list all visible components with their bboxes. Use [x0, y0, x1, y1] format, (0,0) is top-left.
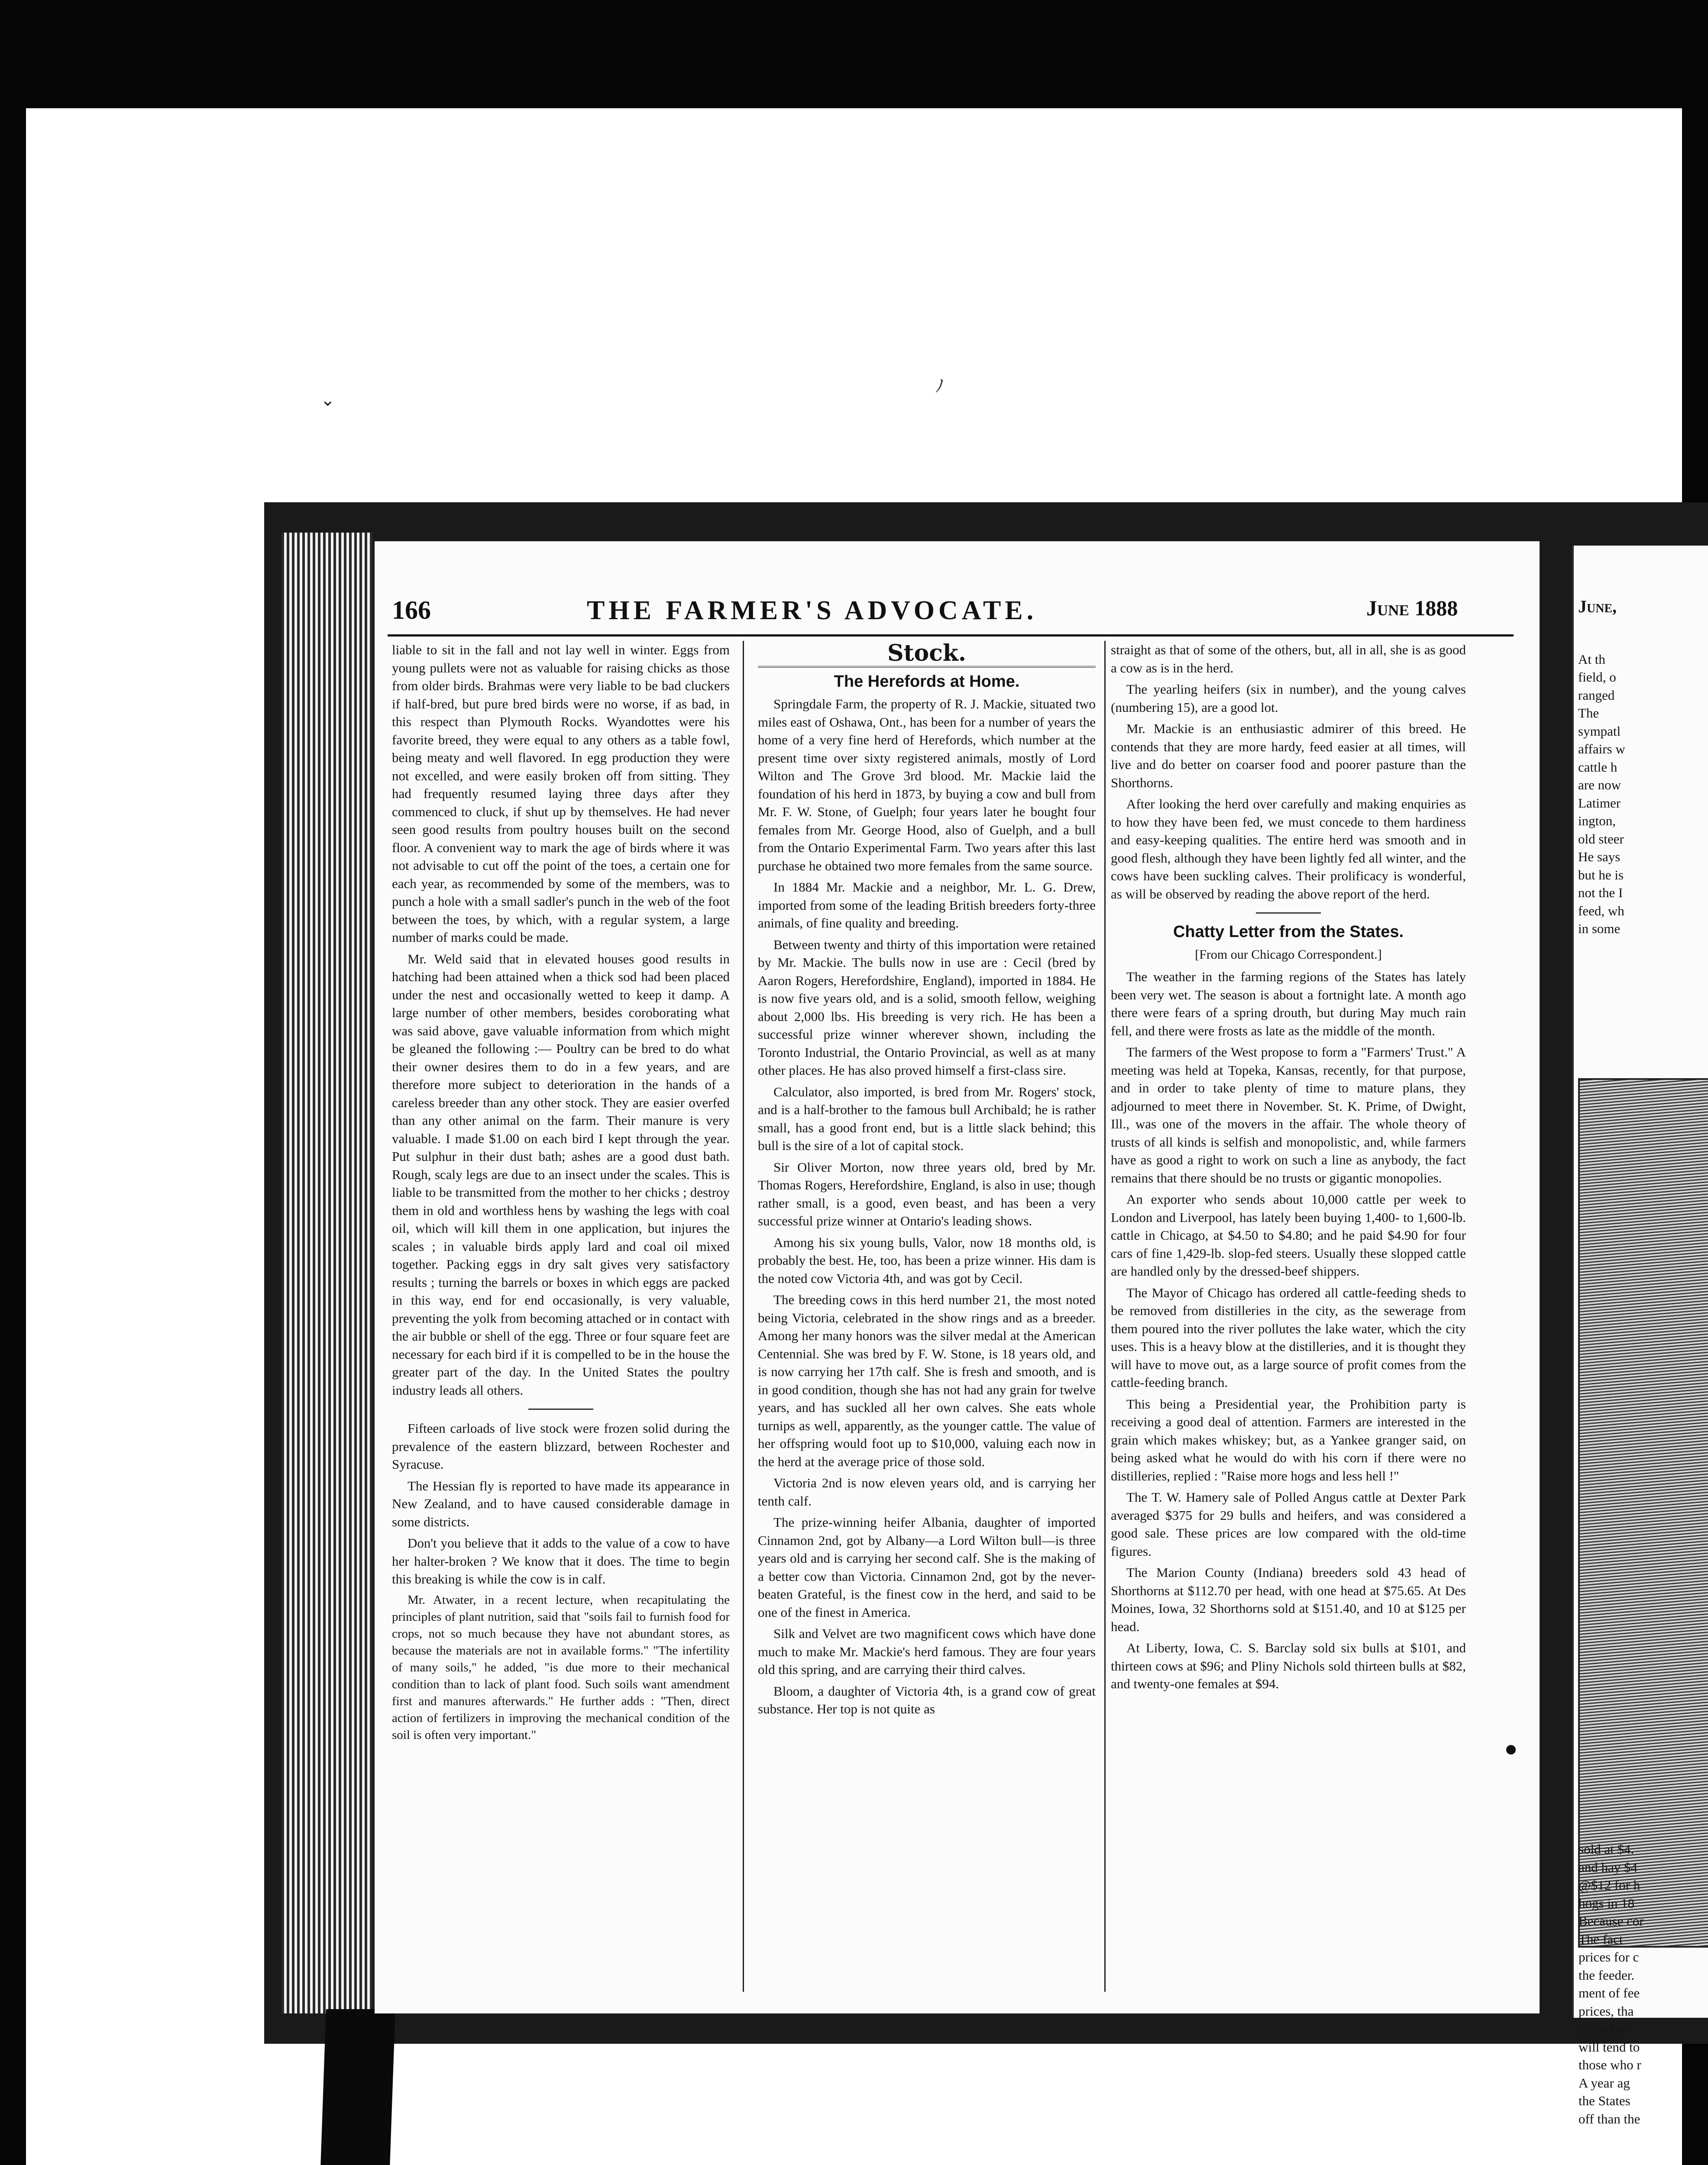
text-line: ranged	[1578, 687, 1615, 703]
text-line: The	[1578, 705, 1599, 721]
paragraph: Springdale Farm, the property of R. J. Mackie, situated two miles east of Oshawa, Ont., has been for a number of years the home of a very fine herd of Herefords, which number at the present time over sixty registered animals, mostly of Lord Wilton and The Grove 3rd blood. Mr. Mackie laid the foundation of his herd in 1873, by buying a cow and bull from Mr. F. W. Stone, of Guelph; four years later he bought four females from Mr. George Hood, also of Guelph, and a bull from the Ontario Experimental Farm. Two years after this last purchase he obtained two more females from the same source.	[758, 696, 1096, 873]
page-number: 166	[392, 596, 431, 624]
paragraph: The T. W. Hamery sale of Polled Angus cattle at Dexter Park averaged $375 for 29 bulls and heifers, and was considered a good sale. These prices are low compared with the old-time figures.	[1111, 1490, 1466, 1559]
note-paragraph: Don't you believe that it adds to the value of a cow to have her halter-broken ? We know that it does. The time to begin this breaking is while the cow is in calf.	[392, 1535, 730, 1587]
paragraph: Silk and Velvet are two magnificent cows which have done much to make Mr. Mackie's herd famous. They are four years old this spring, and are carrying their third calves.	[758, 1626, 1096, 1677]
text-line: ington,	[1578, 813, 1616, 828]
text-line: feed, wh	[1578, 903, 1624, 918]
facing-page-fragment	[1572, 546, 1708, 2018]
text-line: are now	[1578, 777, 1621, 792]
article-subtitle: [From our Chicago Correspondent.]	[1195, 947, 1382, 962]
text-line: and hay $4	[1579, 1859, 1638, 1875]
text-line: He says	[1578, 849, 1621, 864]
paragraph: The Mayor of Chicago has ordered all cattle-feeding sheds to be removed from distilleries in the city, as the sewerage from them poured into the river pollutes the lake water, which the city uses. This is a heavy blow at the distilleries, and it is thought they will have to move out, as a large source of profit comes from the cattle-feeding branch.	[1111, 1285, 1466, 1390]
article-title: The Herefords at Home.	[834, 672, 1020, 691]
text-line: will tend to	[1579, 2039, 1640, 2055]
paragraph: Between twenty and thirty of this importation were retained by Mr. Mackie. The bulls now in use are : Cecil (bred by Aaron Rogers, Herefordshire, England), imported in 1884. He is now five years old, and is a solid, smooth fellow, weighing about 2,000 lbs. His breeding is very rich. He has been a successful prize winner wherever shown, including the Toronto Industrial, the Ontario Provincial, as well as at many other places. He has also proved himself a first-class sire.	[758, 937, 1096, 1078]
journal-title: THE FARMER'S ADVOCATE.	[587, 596, 1038, 625]
text-line: the feeder.	[1579, 1967, 1635, 1983]
paragraph: An exporter who sends about 10,000 cattle per week to London and Liverpool, has lately been buying 1,400- to 1,600-lb. cattle in Chicago, at $4.50 to $4.80; and he paid $4.90 for four cars of fine 1,429-lb. slop-fed steers. Usually these slopped cattle are handled only by the dressed-beef shippers.	[1111, 1192, 1466, 1279]
issue-date: June 1888	[1366, 596, 1458, 620]
scan-speck: ⌄	[320, 390, 335, 410]
note-paragraph: The Hessian fly is reported to have made its appearance in New Zealand, and to have caused considerable damage in some districts.	[392, 1478, 730, 1529]
text-line: hogs in 18	[1579, 1895, 1635, 1911]
paragraph: Calculator, also imported, is bred from Mr. Rogers' stock, and is a half-brother to the famous bull Archibald; he is rather small, has a good front end, but is a little slack behind; this bull is the sire of a lot of capital stock.	[758, 1084, 1096, 1153]
column-rule	[1104, 641, 1106, 1992]
paragraph: Among his six young bulls, Valor, now 18 months old, is probably the best. He, too, has been a prize winner. His dam is the noted cow Victoria 4th, and was got by Cecil.	[758, 1234, 1096, 1286]
paragraph: After looking the herd over carefully and making enquiries as to how they have been fed, we must concede to them hardiness and easy-keeping qualities. The entire herd was smooth and in good flesh, although they have been lightly fed all winter, and the cows have been suckling calves. Their prolificacy is wonderful, as will be observed by reading the above report of the herd.	[1111, 796, 1466, 902]
paragraph: The breeding cows in this herd number 21, the most noted being Victoria, celebrated in the show rings and as a breeder. Among her many honors was the silver medal at the American Centennial. She was bred by F. W. Stone, is 18 years old, and is now carrying her 17th calf. She is fresh and smooth, and is in good condition, though she has not had any grain for twelve years, and has suckled all her own calves. She eats whole turnips as well, apparently, as the younger cattle. The value of her offspring would foot up to $10,000, valuing each now in the herd at the average price of those sold.	[758, 1292, 1096, 1469]
scan-dot	[1506, 1745, 1516, 1755]
text-line: prices for c	[1579, 1949, 1639, 1965]
column-rule	[743, 641, 744, 1992]
text-line: those who r	[1579, 2057, 1641, 2072]
column-1	[392, 641, 730, 1747]
column-3	[1111, 641, 1466, 1696]
paragraph: Victoria 2nd is now eleven years old, and is carrying her tenth calf.	[758, 1475, 1096, 1509]
paragraph: liable to sit in the fall and not lay well in winter. Eggs from young pullets were not as valuable for raising chicks as those from older birds. Brahmas were very liable to be bad cluckers if half-bred, but pure bred birds were no worse, if as bad, in this respect than Plymouth Rocks. Wyandottes were his favorite breed, they were equal to any others as a table fowl, being meaty and well flavored. In egg production they were not excelled, and were easily broken off from sitting. They had frequently resumed laying three days after they commenced to cluck, if shut up by themselves. He had never seen good results from poultry houses built on the second floor. A convenient way to mark the age of birds where it was not advisable to cut off the point of the toes, a certain one for each year, as recommended by some of the members, was to punch a hole with a small sadler's punch in the web of the foot between the toes, by which, with a regular system, a large number of marks could be made.	[392, 642, 730, 945]
text-line: Because cor	[1579, 1913, 1644, 1929]
text-line: not the I	[1578, 885, 1623, 900]
paragraph: The weather in the farming regions of the States has lately been very wet. The season is about a fortnight late. A month ago there were fears of a spring drouth, but during May much rain fell, and there were frosts as late as the middle of the month.	[1111, 969, 1466, 1038]
text-line: affairs w	[1578, 741, 1625, 756]
section-separator	[1256, 912, 1321, 914]
text-line: cattle h	[1578, 759, 1617, 775]
text-line: solved to	[1579, 2021, 1627, 2036]
paragraph: Mr. Mackie is an enthusiastic admirer of this breed. He contends that they are more hardy, feed easier at all times, will live and do better on coarser food and poorer pasture than the Shorthorns.	[1111, 721, 1466, 790]
text-line: A year ag	[1579, 2075, 1630, 2091]
book-page-edges	[281, 533, 372, 2013]
text-line: @$12 for h	[1579, 1877, 1640, 1893]
note-paragraph: Fifteen carloads of live stock were frozen solid during the prevalence of the eastern blizzard, between Rochester and Syracuse.	[392, 1421, 730, 1472]
paragraph: The yearling heifers (six in number), and the young calves (numbering 15), are a good lot.	[1111, 682, 1466, 715]
facing-page-header: June,	[1578, 597, 1617, 616]
facing-page-text-top	[1574, 650, 1708, 938]
section-separator	[528, 1409, 593, 1410]
scan-border-top	[0, 0, 1708, 108]
text-line: prices, tha	[1579, 2003, 1634, 2019]
text-line: At th	[1578, 651, 1605, 667]
paragraph: The Marion County (Indiana) breeders sold 43 head of Shorthorns at $112.70 per head, with one head at $75.65. At Des Moines, Iowa, 32 Shorthorns sold at $151.40, and 10 at $125 per head.	[1111, 1565, 1466, 1634]
text-line: sold at $4.	[1579, 1842, 1634, 1857]
paragraph: The prize-winning heifer Albania, daughter of imported Cinnamon 2nd, got by Albany—a Lord Wilton bull—is three years old and is carrying her second calf. She is the making of a better cow than Victoria. Cinnamon 2nd, got by the never-beaten Grateful, is the finest cow in the herd, and said to be one of the finest in America.	[758, 1515, 1096, 1620]
paragraph: Sir Oliver Morton, now three years old, bred by Mr. Thomas Rogers, Herefordshire, England, is also in use; though rather small, is a good, even beast, and has been a very successful prize winner at Ontario's leading shows.	[758, 1159, 1096, 1228]
text-line: sympatl	[1578, 723, 1621, 739]
engraving-illustration	[1578, 1078, 1708, 1948]
text-line: old steer	[1578, 831, 1624, 847]
paragraph: This being a Presidential year, the Prohibition party is receiving a good deal of attention. Farmers are interested in the grain which makes whiskey; but, as a Yankee granger said, on being asked what he would do with his corn if there were no distilleries, replied : "Raise more hogs and less hell !"	[1111, 1396, 1466, 1483]
paragraph: Bloom, a daughter of Victoria 4th, is a grand cow of great substance. Her top is not quite as	[758, 1683, 1096, 1716]
paragraph: In 1884 Mr. Mackie and a neighbor, Mr. L. G. Drew, imported from some of the leading British breeders forty-three animals, of fine quality and breeding.	[758, 879, 1096, 931]
article-title: Chatty Letter from the States.	[1173, 923, 1404, 941]
note-paragraph: Mr. Atwater, in a recent lecture, when recapitulating the principles of plant nutrition, said that "soils fail to furnish food for crops, not so much because they have not abundant stores, as because the materials are not in available forms." "The infertility of many soils," he added, "is due more to their mechanical condition than to lack of plant food. Such soils want amendment first and manures afterwards." He further adds : "Then, direct action of fertilizers in improving the mechanical condition of the soil is often very important."	[392, 1593, 730, 1742]
text-line: Latimer	[1578, 795, 1621, 811]
paragraph: Mr. Weld said that in elevated houses good results in hatching had been attained when a thick sod had been placed under the nest and occasionally wetted to keep it damp. A large number of other members, besides coroborating what was said above, gave valuable information from which might be gleaned the following :— Poultry can be bred to do what their owner desires them to do in a few years, and are therefore more subject to deterioration in the hands of a careless breeder than any other stock. They are easier overfed than any other animal on the farm. Their manure is very valuable. I made $1.00 on each bird I kept through the year. Put sulphur in their dust bath; ashes are a good dust bath. Rough, scaly legs are due to an insect under the scales. This is liable to be transmitted from the mother to her chicks ; destroy them in old and worthless hens by washing the legs with coal oil, which will kill them in one application, but injures the scales ; in valuable birds apply lard and coal oil mixed together. Packing eggs in dry salt gives very satisfactory results ; turning the barrels or boxes in which eggs are packed in this way, end for end occasionally, is very valuable, preventing the yolk from becoming attached or in contact with the air bubble or shell of the egg. Three or four square feet are necessary for each bird if it is compelled to be in the house the greater part of the day. In the United States the poultry industry leads all others.	[392, 951, 730, 1398]
column-2	[758, 641, 1096, 1722]
scan-border-left	[0, 0, 26, 2165]
newspaper-page	[375, 541, 1540, 2013]
paragraph: At Liberty, Iowa, C. S. Barclay sold six bulls at $101, and thirteen cows at $96; and Pliny Nichols sold thirteen bulls at $82, and twenty-one females at $94.	[1111, 1640, 1466, 1691]
header-rule	[388, 634, 1514, 637]
text-line: The fact	[1579, 1931, 1623, 1947]
text-line: ment of fee	[1579, 1985, 1640, 2000]
paragraph: straight as that of some of the others, but, all in all, she is as good a cow as is in the herd.	[1111, 642, 1466, 675]
text-line: off than the	[1579, 2111, 1640, 2126]
paragraph: The farmers of the West propose to form a "Farmers' Trust." A meeting was held at Topeka, Kansas, recently, for that purpose, and in order to take plenty of time to mature plans, they adjourned to meet there in November. St. K. Prime, of Dwight, Ill., was one of the movers in the affair. The whole theory of trusts of all kinds is selfish and monopolistic, and, while farmers have as good a right to work on such a line as anybody, the fact remains that there should be no trusts or gigantic monopolies.	[1111, 1044, 1466, 1186]
facing-page-text-bottom	[1574, 1840, 1706, 2128]
text-line: the States	[1579, 2093, 1630, 2108]
department-heading: Stock.	[887, 640, 967, 666]
text-line: but he is	[1578, 867, 1624, 882]
scan-speck: ﾉ	[935, 376, 944, 396]
text-line: in some	[1578, 921, 1621, 936]
text-line: field, o	[1578, 669, 1616, 685]
